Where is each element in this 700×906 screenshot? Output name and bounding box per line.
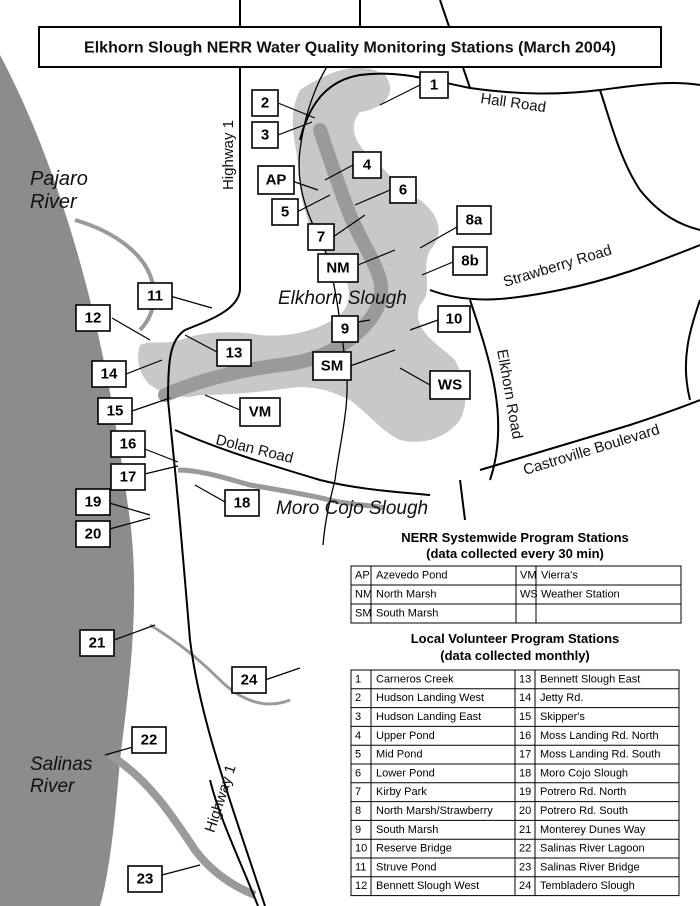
svg-text:AP: AP (265, 171, 287, 189)
legend-station-code: 18 (519, 767, 532, 780)
svg-text:7: 7 (316, 228, 326, 246)
legend-station-name: Salinas River Bridge (540, 861, 640, 874)
station-marker-8b[interactable] (453, 247, 487, 275)
volunteer-legend (351, 631, 679, 896)
pajaro-river-label-line1: Pajaro (30, 168, 88, 190)
nerr-legend-title: NERR Systemwide Program Stations (401, 530, 629, 545)
svg-text:16: 16 (119, 435, 137, 453)
highway-1-north-label: Highway 1 (220, 119, 237, 191)
station-marker-24[interactable] (232, 667, 266, 693)
station-marker-20[interactable] (76, 521, 110, 547)
legend-station-name: Moss Landing Rd. South (540, 748, 661, 761)
legend-station-name: Bennett Slough West (376, 880, 480, 893)
volunteer-legend-table (351, 670, 679, 896)
legend-station-name: Kirby Park (376, 786, 427, 799)
station-marker-ap[interactable] (258, 166, 294, 194)
legend-station-name: Moro Cojo Slough (540, 767, 629, 780)
station-marker-8a[interactable] (457, 206, 491, 234)
station-marker-vm[interactable] (240, 398, 280, 426)
svg-text:20: 20 (84, 525, 102, 543)
legend-station-name: North Marsh/Strawberry (376, 805, 493, 817)
legend-station-name: Hudson Landing East (376, 711, 482, 723)
legend-station-name: Struve Pond (376, 861, 437, 874)
station-marker-17[interactable] (111, 464, 145, 490)
legend-station-name: South Marsh (376, 823, 439, 836)
station-marker-21[interactable] (80, 630, 114, 656)
legend-station-code: 12 (355, 880, 368, 893)
legend-station-code: 11 (355, 861, 367, 874)
station-marker-19[interactable] (76, 489, 110, 515)
station-marker-11[interactable] (138, 283, 172, 309)
legend-station-code: 19 (519, 786, 532, 799)
svg-text:3: 3 (260, 126, 270, 144)
svg-text:2: 2 (260, 94, 270, 112)
legend-station-code: NM (355, 588, 373, 601)
station-marker-22[interactable] (132, 727, 166, 753)
station-marker-14[interactable] (92, 361, 126, 387)
svg-text:18: 18 (233, 494, 251, 512)
station-marker-7[interactable] (308, 224, 334, 250)
map-title-box (39, 27, 661, 67)
station-marker-sm[interactable] (313, 352, 351, 380)
castroville-blvd-label: Castroville Boulevard (521, 421, 662, 479)
legend-station-code: SM (355, 607, 372, 620)
legend-station-name: Mid Pond (376, 748, 423, 761)
svg-text:4: 4 (362, 156, 372, 174)
legend-station-code: VM (520, 569, 537, 582)
legend-station-name: Potrero Rd. South (540, 805, 629, 817)
svg-text:8b: 8b (461, 252, 479, 270)
volunteer-legend-subtitle: (data collected monthly) (440, 648, 590, 663)
station-marker-23[interactable] (128, 866, 162, 892)
svg-text:13: 13 (225, 344, 243, 362)
legend-station-name: Upper Pond (376, 729, 435, 742)
legend-station-code: 8 (355, 805, 362, 817)
legend-station-name: Vierra's (541, 569, 578, 582)
svg-text:WS: WS (437, 376, 463, 394)
legend-station-name: Weather Station (541, 588, 620, 601)
station-marker-6[interactable] (390, 177, 416, 203)
svg-text:23: 23 (136, 870, 154, 888)
elkhorn-road (470, 300, 498, 480)
legend-station-code: 16 (519, 729, 532, 742)
dolan-road (175, 430, 430, 495)
station-marker-2[interactable] (252, 90, 278, 116)
station-marker-9[interactable] (332, 316, 358, 342)
legend-station-code: 2 (355, 692, 362, 705)
map-title: Elkhorn Slough NERR Water Quality Monitoring Stations (March 2004) (84, 39, 616, 57)
station-marker-3[interactable] (252, 122, 278, 148)
svg-text:22: 22 (140, 731, 158, 749)
svg-text:SM: SM (320, 357, 344, 375)
legend-station-code: 17 (519, 748, 532, 761)
legend-station-name: North Marsh (376, 588, 437, 601)
nerr-legend-table (351, 566, 681, 623)
legend-station-code: 10 (355, 842, 368, 855)
legend-station-code: 4 (355, 729, 362, 742)
legend-station-name: South Marsh (376, 607, 439, 620)
dolan-road-label: Dolan Road (214, 431, 296, 468)
legend-station-code: 7 (355, 786, 362, 799)
road-far-right (686, 300, 700, 400)
station-marker-15[interactable] (98, 398, 132, 424)
salinas-river-label-line1: Salinas (30, 754, 93, 775)
legend-station-code: 15 (519, 711, 532, 723)
elkhorn-slough-label: Elkhorn Slough (278, 288, 407, 309)
svg-text:21: 21 (88, 634, 106, 652)
legend-station-name: Carneros Creek (376, 673, 454, 686)
legend-station-code: 9 (355, 823, 362, 836)
legend-station-code: 14 (519, 692, 532, 705)
svg-text:11: 11 (147, 287, 163, 305)
station-marker-13[interactable] (217, 340, 251, 366)
svg-text:9: 9 (340, 320, 350, 338)
svg-text:14: 14 (100, 365, 118, 383)
nerr-legend (351, 530, 681, 623)
legend-station-name: Bennett Slough East (540, 673, 641, 686)
road-northeast-1 (600, 90, 700, 230)
legend-station-code: 24 (519, 880, 532, 893)
legend-station-code: 1 (355, 673, 362, 686)
legend-station-code: 3 (355, 711, 362, 723)
svg-text:15: 15 (106, 402, 124, 420)
moro-cojo-slough-label: Moro Cojo Slough (276, 498, 429, 519)
legend-station-name: Lower Pond (376, 767, 435, 780)
station-marker-1[interactable] (420, 72, 448, 98)
pajaro-river-label-line2: River (30, 191, 77, 213)
svg-text:19: 19 (84, 493, 102, 511)
svg-text:12: 12 (84, 309, 102, 327)
highway-1-south-label: Highway 1 (201, 762, 240, 835)
station-marker-5[interactable] (272, 199, 298, 225)
legend-station-name: Tembladero Slough (540, 880, 635, 893)
svg-text:1: 1 (429, 76, 439, 94)
nerr-legend-subtitle: (data collected every 30 min) (426, 546, 604, 561)
svg-text:6: 6 (398, 181, 408, 199)
station-marker-12[interactable] (76, 305, 110, 331)
station-marker-16[interactable] (111, 431, 145, 457)
legend-station-name: Salinas River Lagoon (540, 842, 645, 855)
salinas-river-label-line2: River (30, 776, 75, 797)
legend-station-name: Moss Landing Rd. North (540, 729, 659, 742)
legend-station-name: Reserve Bridge (376, 842, 452, 855)
svg-text:10: 10 (445, 310, 463, 328)
legend-station-name: Potrero Rd. North (540, 786, 627, 799)
legend-station-name: Azevedo Pond (376, 569, 448, 582)
tembladero-slough (150, 625, 290, 704)
svg-text:NM: NM (326, 259, 350, 277)
legend-station-name: Hudson Landing West (376, 692, 485, 705)
svg-text:VM: VM (248, 403, 272, 421)
legend-station-code: 13 (519, 673, 532, 686)
legend-station-code: WS (520, 588, 538, 601)
legend-station-name: Monterey Dunes Way (540, 823, 646, 836)
svg-text:8a: 8a (465, 211, 483, 229)
legend-station-code: 23 (519, 861, 532, 874)
legend-station-code: 20 (519, 805, 532, 817)
elkhorn-road-label: Elkhorn Road (493, 347, 526, 441)
legend-station-name: Skipper's (540, 711, 585, 723)
station-marker-18[interactable] (225, 490, 259, 516)
legend-station-code: 21 (519, 823, 532, 836)
legend-station-code: 22 (519, 842, 532, 855)
svg-text:5: 5 (280, 203, 290, 221)
station-marker-4[interactable] (353, 152, 381, 178)
strawberry-road-label: Strawberry Road (501, 241, 614, 291)
road-moro (460, 480, 465, 520)
volunteer-legend-title: Local Volunteer Program Stations (410, 631, 620, 646)
legend-station-name: Jetty Rd. (540, 692, 584, 705)
legend-station-code: 6 (355, 767, 362, 780)
svg-text:17: 17 (119, 468, 137, 486)
station-marker-ws[interactable] (430, 371, 470, 399)
station-marker-10[interactable] (438, 306, 470, 332)
svg-text:24: 24 (240, 671, 258, 689)
hall-road-label: Hall Road (479, 90, 548, 117)
legend-station-code: 5 (355, 748, 362, 761)
legend-station-code: AP (355, 569, 370, 582)
station-marker-nm[interactable] (318, 254, 358, 282)
